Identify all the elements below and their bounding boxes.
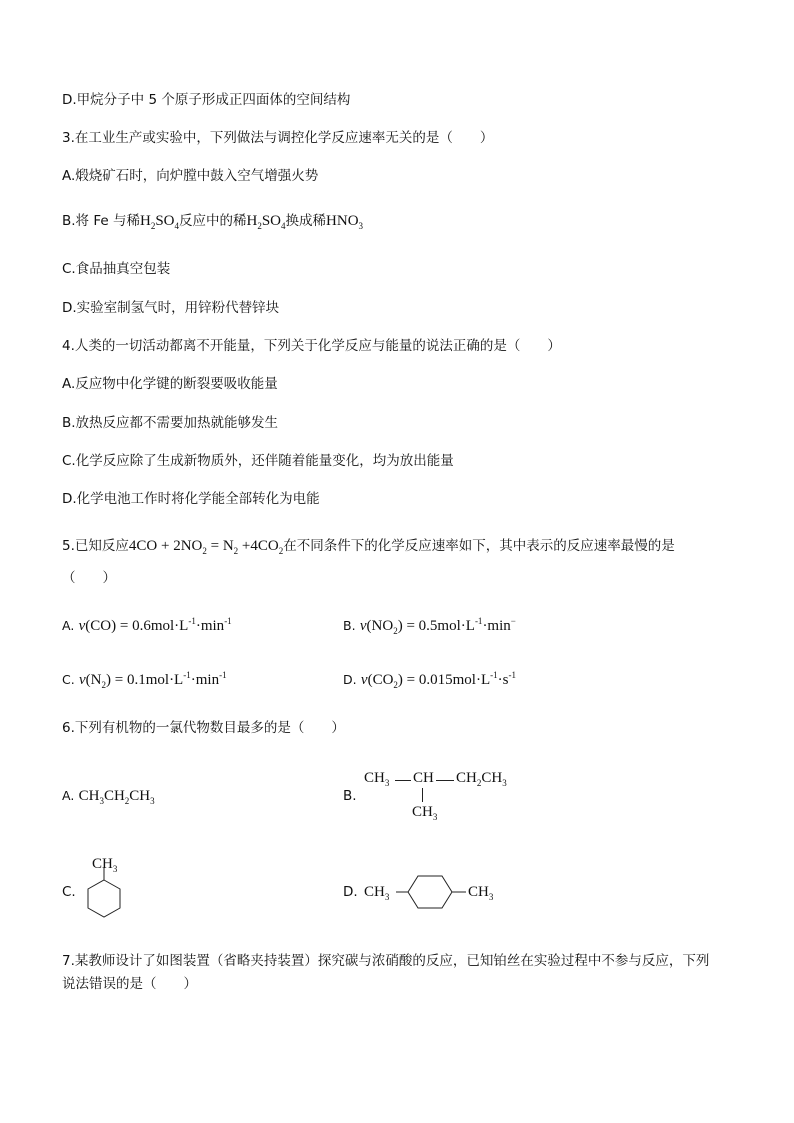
q3-stem: 3.在工业生产或实验中，下列做法与调控化学反应速率无关的是（ ） <box>62 130 494 146</box>
q3-option-c: C.食品抽真空包装 <box>62 261 171 277</box>
q3-option-a: A.煅烧矿石时，向炉膛中鼓入空气增强火势 <box>62 168 319 184</box>
q5-paren: （ ） <box>62 570 116 586</box>
bond-line <box>422 788 423 802</box>
q5-option-a: A. $v(CO) = 0.6mol\cdot L^{-1}\cdot\min^{-1}$ <box>62 616 232 634</box>
q6-option-a: A. $CH_3CH_2CH_3$ <box>62 788 155 806</box>
q4-option-d: D.化学电池工作时将化学能全部转化为电能 <box>62 491 320 507</box>
q6-b-ch3-bottom: $CH_3$ <box>412 804 438 822</box>
q6-b-ch3-left: $CH_3$ <box>364 770 390 788</box>
q6-option-b-label: B. <box>343 788 357 804</box>
q6-stem: 6.下列有机物的一氯代物数目最多的是（ ） <box>62 720 345 736</box>
bond-line <box>395 780 411 781</box>
cyclohexane-ring-icon <box>76 866 136 928</box>
q6-d-ch3-left: $CH_3$ <box>364 884 390 902</box>
q6-c-ch3: $CH_3$ <box>92 856 118 874</box>
q4-option-a: A.反应物中化学键的断裂要吸收能量 <box>62 376 278 392</box>
para-ring-icon <box>396 872 468 912</box>
q6-d-ch3-right: $CH_3$ <box>468 884 494 902</box>
bond-line <box>436 780 454 781</box>
q5-option-d: D. $v(CO_2) = 0.015mol\cdot L^{-1}\cdot s^{-1}$ <box>343 670 516 690</box>
q5-stem: 5.已知反应$4CO + 2NO_2 = N_2 +4CO_2$在不同条件下的化学反应速率如下，其中表示的反应速率最慢的是 <box>62 538 675 556</box>
q2-option-d: D.甲烷分子中 5 个原子形成正四面体的空间结构 <box>62 92 351 108</box>
q4-stem: 4.人类的一切活动都离不开能量，下列关于化学反应与能量的说法正确的是（ ） <box>62 338 561 354</box>
q6-b-ch2ch3: $CH_2CH_3$ <box>456 770 507 788</box>
q4-option-b: B.放热反应都不需要加热就能够发生 <box>62 415 279 431</box>
q3-option-d: D.实验室制氢气时，用锌粉代替锌块 <box>62 300 280 316</box>
q6-option-d-label: D. <box>343 884 358 900</box>
q7-stem-line1: 7.某教师设计了如图装置（省略夹持装置）探究碳与浓硝酸的反应，已知铂丝在实验过程中不参与反应，下列 <box>62 953 710 969</box>
q5-option-b: B. $v(NO_2) = 0.5mol\cdot L^{-1}\cdot\min^-$ <box>343 616 516 636</box>
q6-b-ch: CH <box>413 770 434 786</box>
q5-option-c: C. $v(N_2) = 0.1mol\cdot L^{-1}\cdot\min^{-1}$ <box>62 670 227 690</box>
q4-option-c: C.化学反应除了生成新物质外，还伴随着能量变化，均为放出能量 <box>62 453 454 469</box>
q3-option-b: B.将 Fe 与稀$H_2SO_4$反应中的稀$H_2SO_4$换成稀$HNO_3$ <box>62 213 364 231</box>
q6-option-c-label: C. <box>62 884 76 900</box>
q7-stem-line2: 说法错误的是（ ） <box>62 976 197 992</box>
